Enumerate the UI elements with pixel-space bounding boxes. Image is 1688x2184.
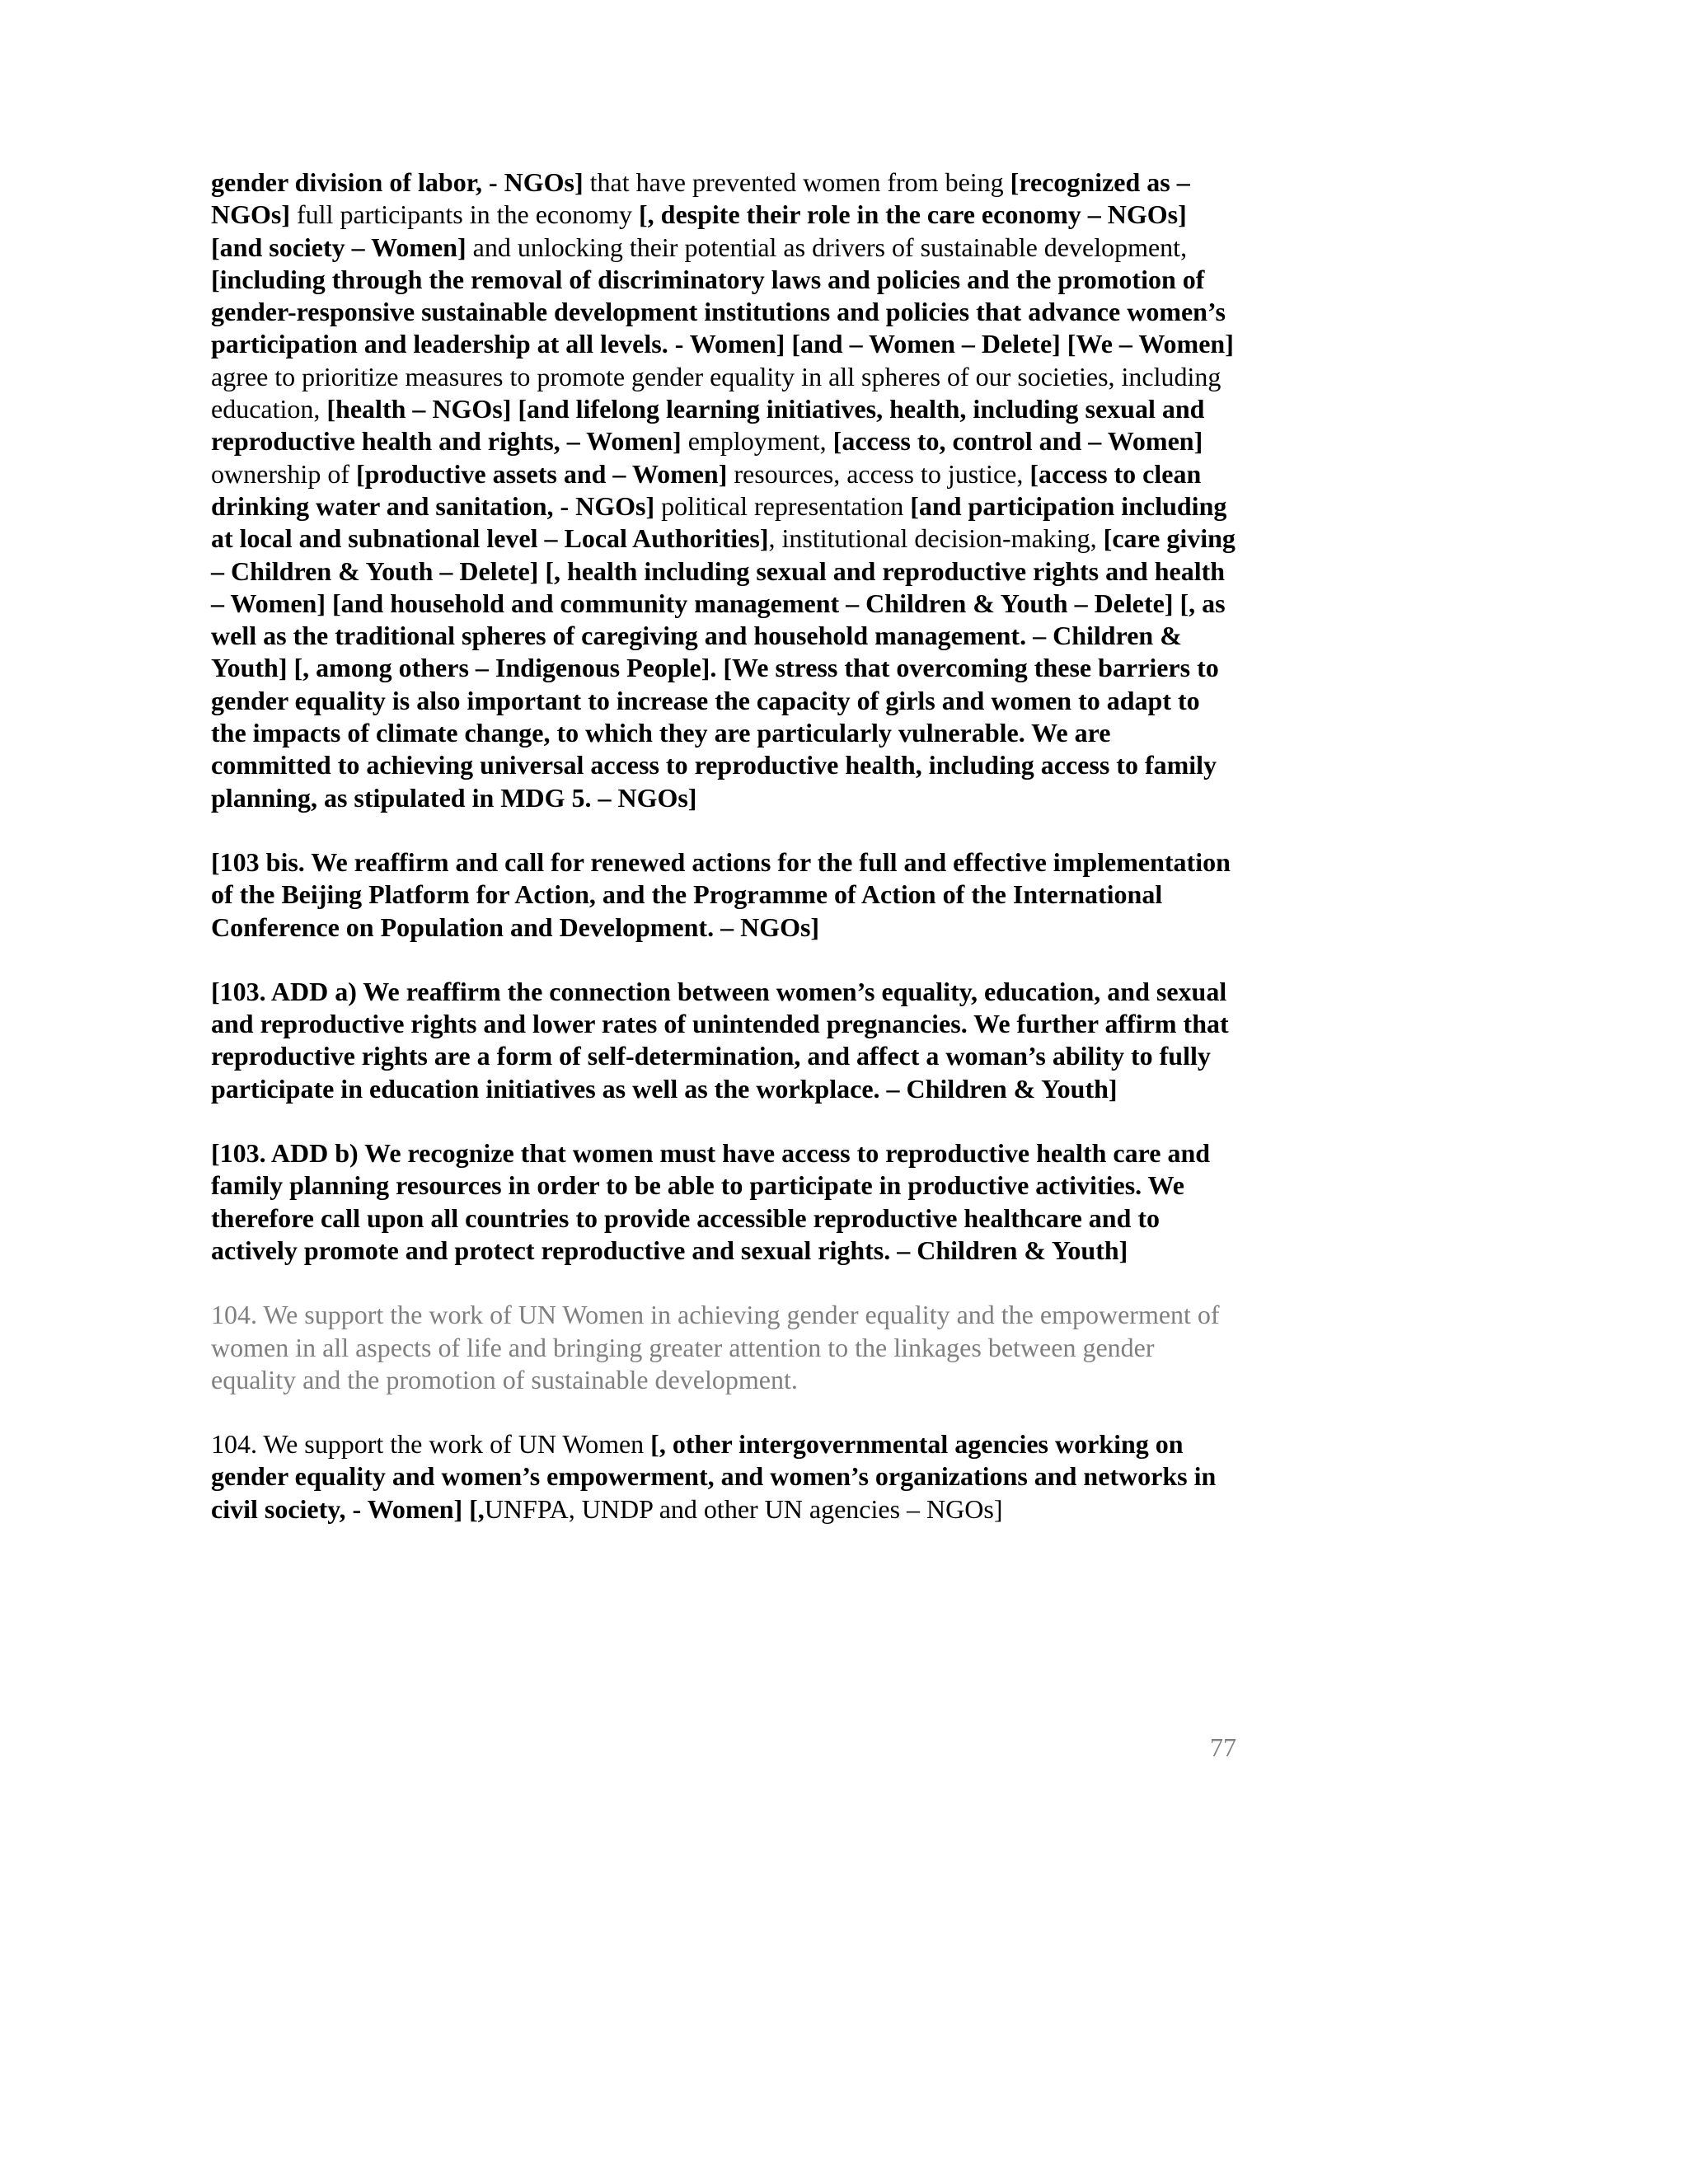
- paragraph-103-add-b: [211, 1137, 1237, 1267]
- bold-text-run: [care giving – Children & Youth – Delete] [, health including sexual and reproductive rights and health – Women] [and household and community management – Children & Youth – Delete] [, as well as the traditional spheres of caregiving and household management. – Children & Youth] [, among others – Indigenous People]. [We stress that overcoming these barriers to gender equality is also important to increase the capacity of girls and women to adapt to the impacts of climate change, to which they are particularly vulnerable. We are committed to achieving universal access to reproductive health, including access to family planning, as stipulated in MDG 5. – NGOs]: [211, 523, 1236, 813]
- bold-text-run: [recognized as – NGOs]: [211, 167, 1190, 230]
- page-number: 77: [1210, 1732, 1236, 1762]
- text-run: , institutional decision-making,: [768, 523, 1104, 554]
- text-run: 104. We support the work of UN Women in achieving gender equality and the empowerment of women in all aspects of life and bringing greater attention to the linkages between gender equality and the promotion of sustainable development.: [211, 1300, 1220, 1394]
- bold-text-run: [access to clean drinking water and sanitation, - NGOs]: [211, 458, 1202, 521]
- bold-text-run: [productive assets and – Women]: [355, 458, 728, 489]
- bold-text-run: gender division of labor, - NGOs]: [211, 167, 584, 197]
- text-run: political representation: [654, 490, 911, 521]
- text-run: ownership of: [211, 458, 356, 489]
- bold-text-run: [, despite their role in the care economy – NGOs] [and society – Women]: [211, 199, 1187, 262]
- text-run: full participants in the economy: [290, 199, 639, 230]
- text-run: 104. We support the work of UN Women: [211, 1429, 651, 1460]
- text-run: that have prevented women from being: [583, 167, 1010, 197]
- paragraph-103-add-a: [211, 976, 1237, 1105]
- paragraph-104-original: [211, 1299, 1237, 1396]
- text-run: and unlocking their potential as drivers of sustainable development,: [466, 232, 1188, 262]
- paragraph-103-bis: [211, 846, 1237, 944]
- bold-text-run: [, other intergovernmental agencies working on gender equality and women’s empowerment, and women’s organizations and networks in civil society, - Women] [,: [211, 1429, 1217, 1524]
- bold-text-run: [health – NGOs] [and lifelong learning initiatives, health, including sexual and reproductive health and rights, – Women]: [211, 394, 1205, 457]
- paragraph-104-amended: [211, 1428, 1237, 1526]
- text-run: resources, access to justice,: [727, 458, 1030, 489]
- text-run: employment,: [681, 426, 833, 457]
- bold-text-run: [and participation including at local and subnational level – Local Authorities]: [211, 490, 1227, 554]
- text-run: agree to prioritize measures to promote gender equality in all spheres of our societies, including education,: [211, 361, 1221, 424]
- document-body: [211, 166, 1237, 1558]
- bold-text-run: [103 bis. We reaffirm and call for renewed actions for the full and effective implementation of the Beijing Platform for Action, and the Programme of Action of the International Conference on Population and Development. – NGOs]: [211, 846, 1231, 942]
- bold-text-run: [access to, control and – Women]: [832, 426, 1203, 457]
- text-run: UNFPA, UNDP and other UN agencies – NGOs]: [484, 1493, 1003, 1524]
- paragraph-continued: [211, 166, 1237, 814]
- bold-text-run: [103. ADD a) We reaffirm the connection between women’s equality, education, and sexual and reproductive rights and lower rates of unintended pregnancies. We further affirm that reproductive rights are a form of self-determination, and affect a woman’s ability to fully participate in education initiatives as well as the workplace. – Children & Youth]: [211, 976, 1229, 1104]
- bold-text-run: [103. ADD b) We recognize that women must have access to reproductive health care and family planning resources in order to be able to participate in productive activities. We therefore call upon all countries to provide accessible reproductive healthcare and to actively promote and protect reproductive and sexual rights. – Children & Youth]: [211, 1138, 1211, 1265]
- bold-text-run: [including through the removal of discriminatory laws and policies and the promotion of gender-responsive sustainable development institutions and policies that advance women’s participation and leadership at all levels. - Women] [and – Women – Delete] [We – Women]: [211, 264, 1234, 359]
